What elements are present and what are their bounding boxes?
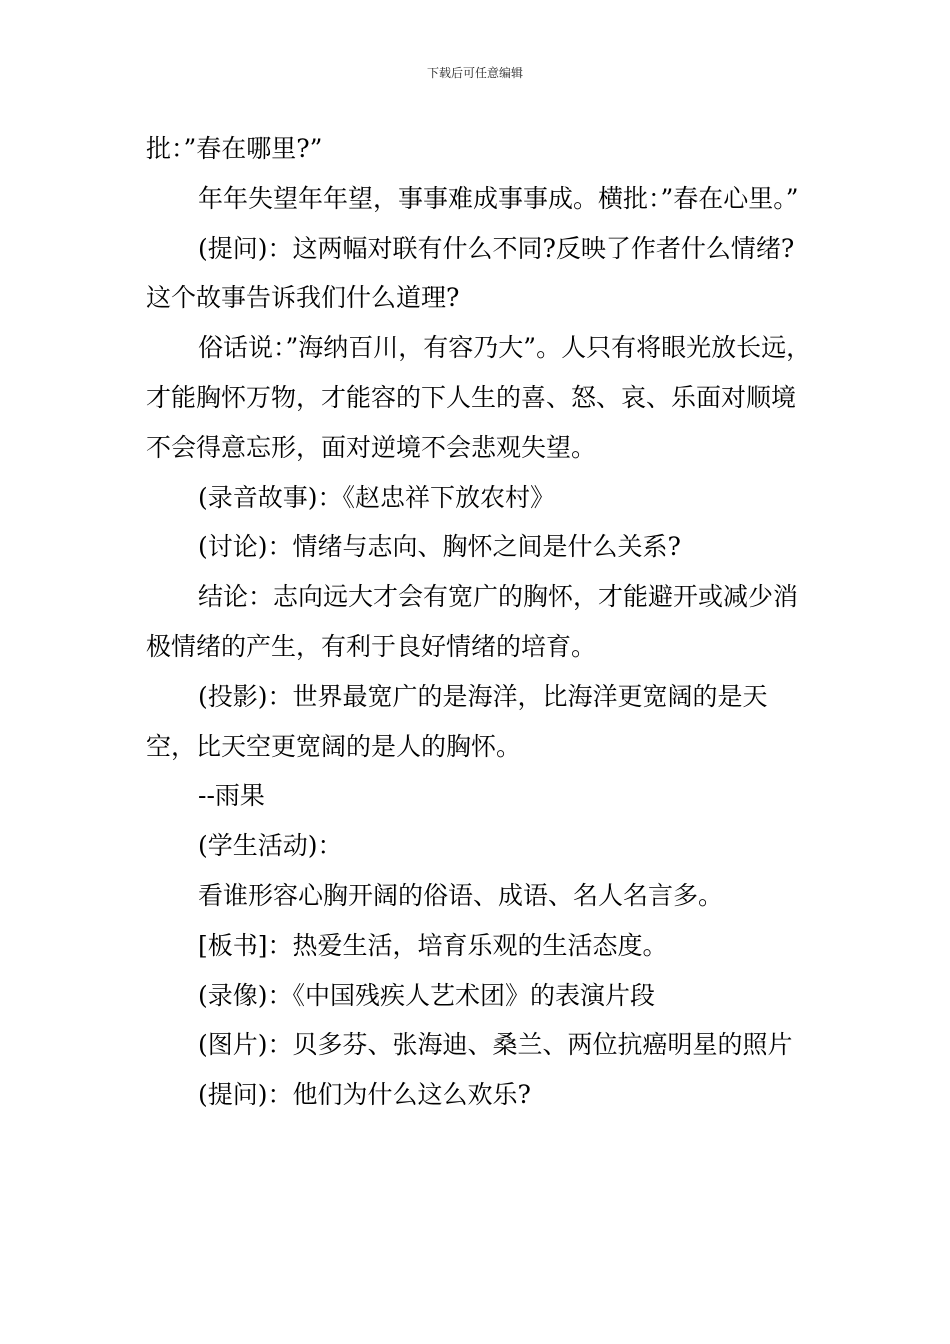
paragraph: (学生活动)：: [198, 831, 343, 861]
paragraph: [板书]：热爱生活，培育乐观的生活态度。: [198, 930, 668, 960]
paragraph: 看谁形容心胸开阔的俗语、成语、名人名言多。: [198, 880, 724, 910]
page-header: 下载后可任意编辑: [426, 66, 523, 80]
paragraph: 年年失望年年望，事事难成事事成。横批：”春在心里。”: [198, 183, 799, 213]
paragraph: (投影)：世界最宽广的是海洋，比海洋更宽阔的是天空，比天空更宽阔的是人的胸怀。: [146, 681, 768, 761]
paragraph: (图片)：贝多芬、张海迪、桑兰、两位抗癌明星的照片: [198, 1030, 793, 1060]
paragraph: (讨论)：情绪与志向、胸怀之间是什么关系?: [198, 532, 681, 562]
paragraph: (录像)：《中国残疾人艺术团》的表演片段: [198, 980, 656, 1010]
paragraph: 批：”春在哪里?”: [146, 134, 323, 163]
paragraph: (录音故事)：《赵忠祥下放农村》: [198, 482, 556, 512]
paragraph: 结论：志向远大才会有宽广的胸怀，才能避开或减少消极情绪的产生，有利于良好情绪的培育。: [146, 582, 799, 661]
paragraph: (提问)：这两幅对联有什么不同?反映了作者什么情绪?这个故事告诉我们什么道理?: [146, 233, 795, 313]
document-body: [146, 124, 814, 1120]
paragraph: (提问)：他们为什么这么欢乐?: [198, 1080, 531, 1110]
attribution: --雨果: [198, 781, 265, 811]
paragraph: 俗话说：”海纳百川，有容乃大”。人只有将眼光放长远，才能胸怀万物，才能容的下人生的喜、怒、哀、乐面对顺境不会得意忘形，面对逆境不会悲观失望。: [146, 333, 812, 462]
